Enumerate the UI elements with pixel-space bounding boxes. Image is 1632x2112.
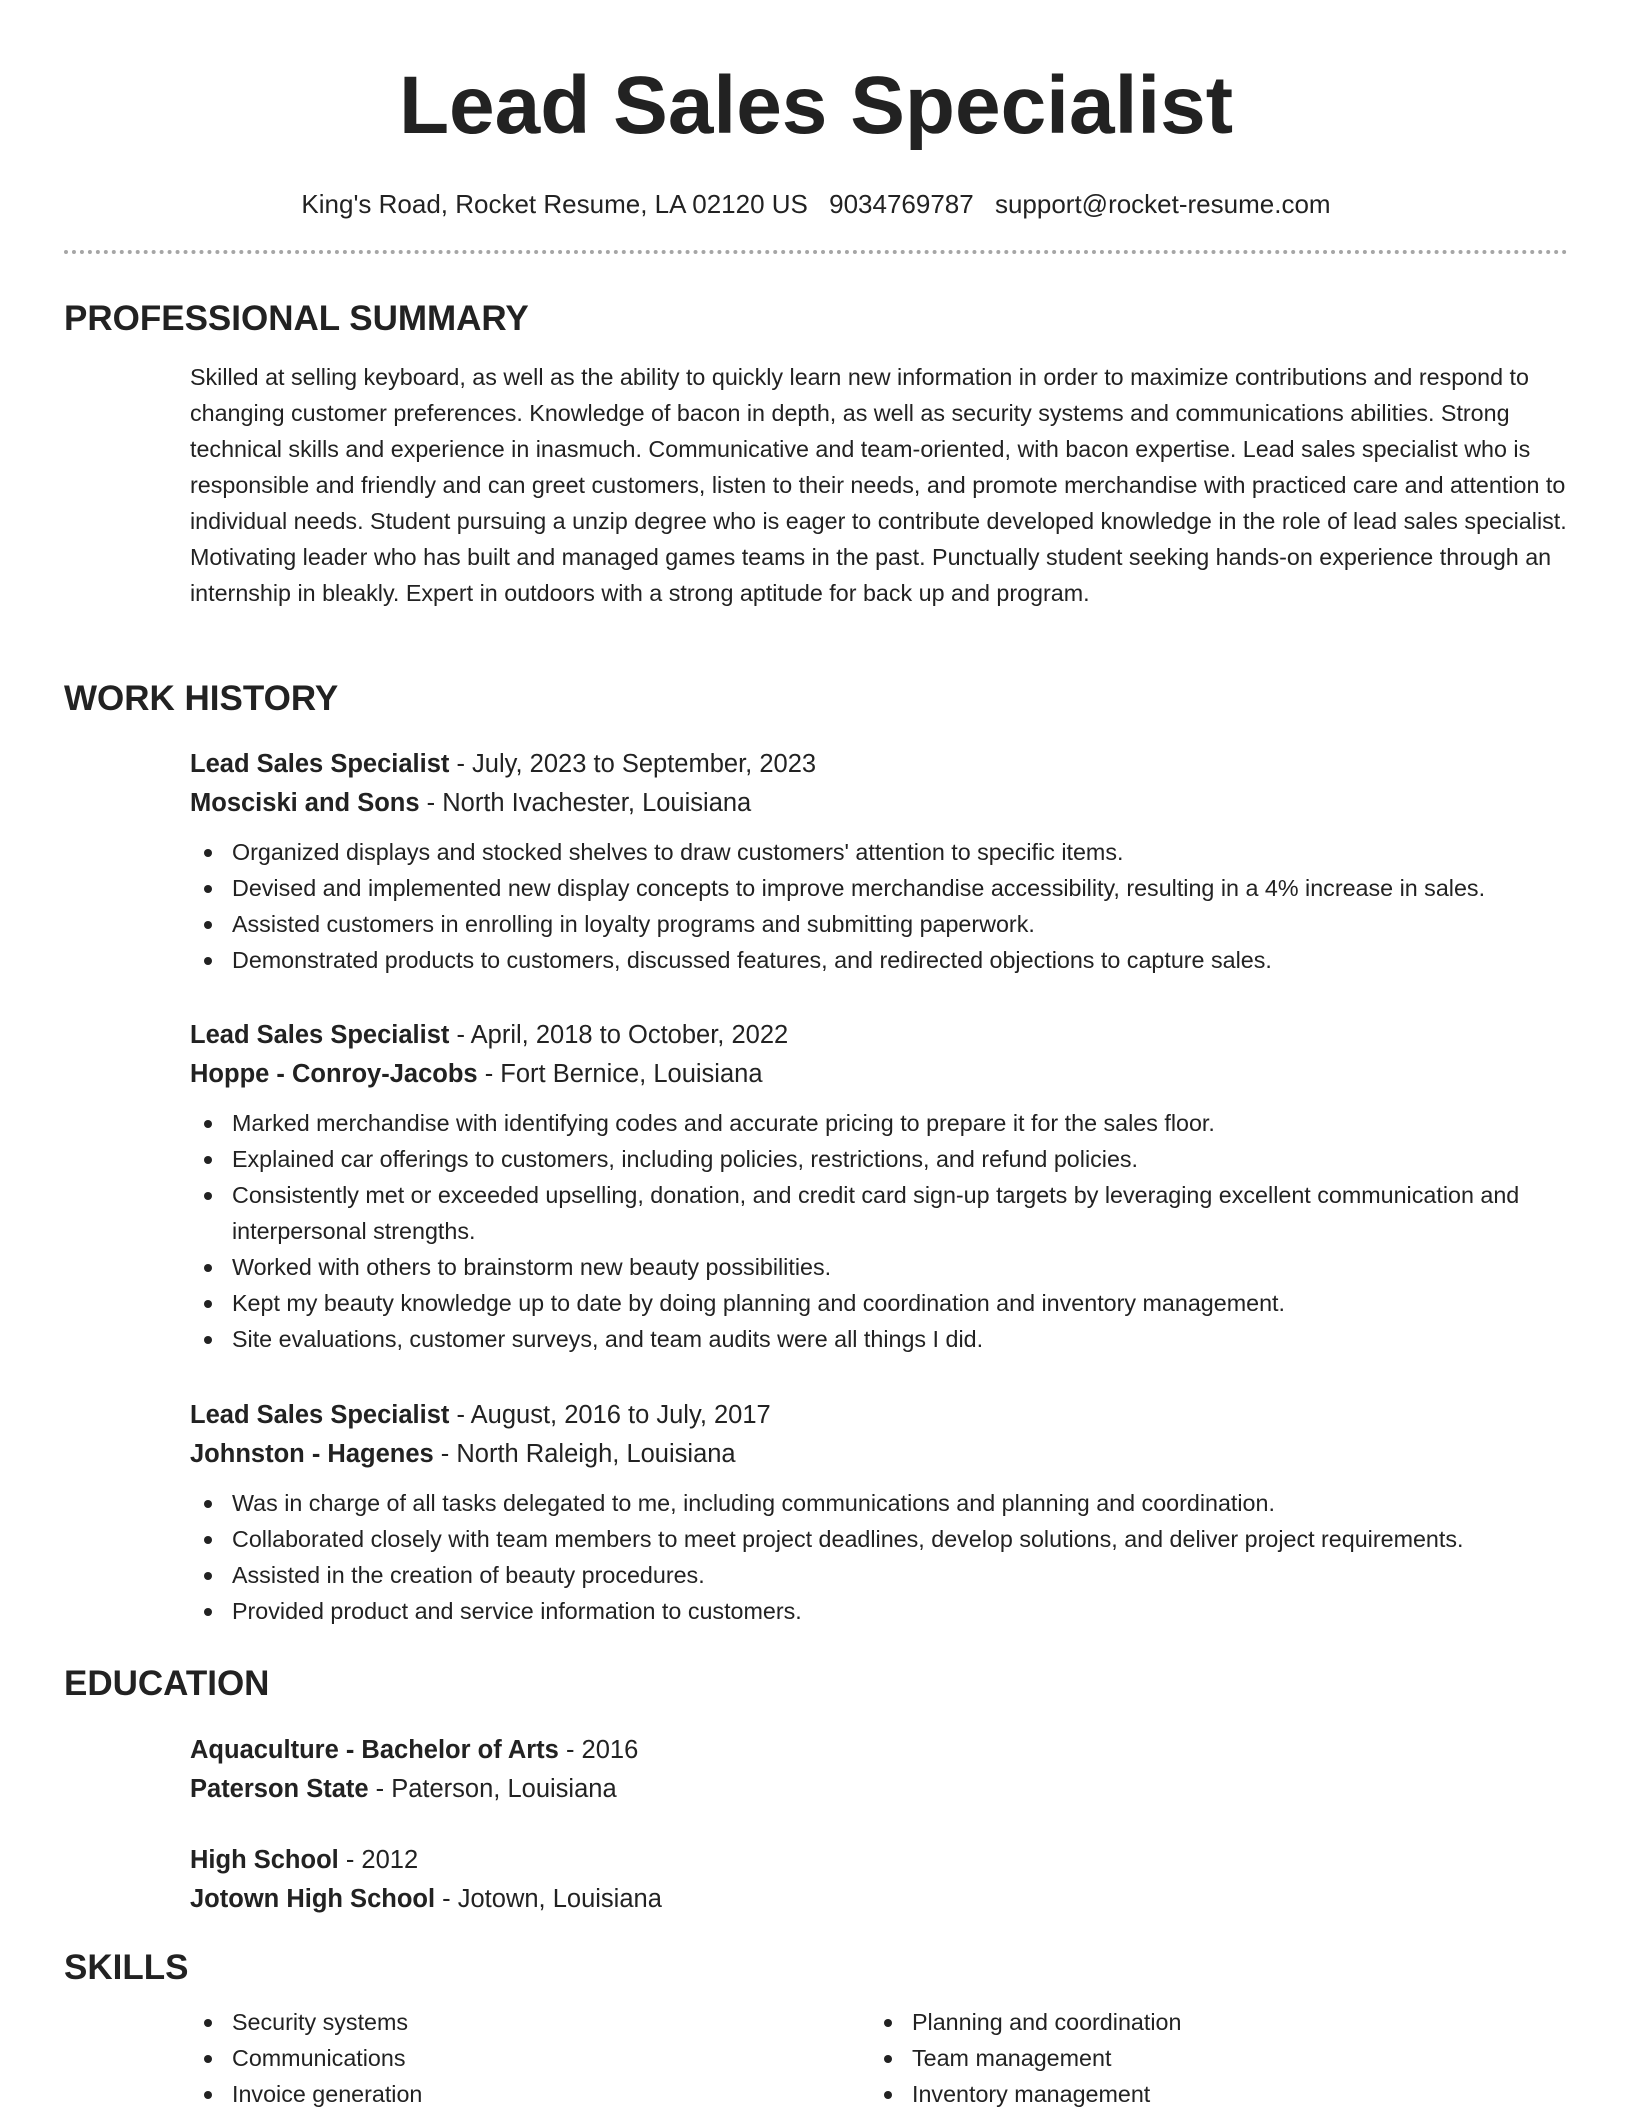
list-item: Demonstrated products to customers, discussed features, and redirected objections to capture sales. (188, 942, 1570, 978)
list-item: Organized displays and stocked shelves to draw customers' attention to specific items. (188, 834, 1570, 870)
skill-item: Team management (868, 2040, 1548, 2076)
job-company-line (190, 1055, 1570, 1094)
skill-item: Communications (188, 2040, 868, 2076)
list-item: Marked merchandise with identifying codes and accurate pricing to prepare it for the sales floor. (188, 1105, 1570, 1141)
job-company: Mosciski and Sons (190, 789, 420, 817)
list-item: Explained car offerings to customers, including policies, restrictions, and refund policies. (188, 1141, 1570, 1177)
job-title-line (190, 1396, 1570, 1435)
header-divider (64, 250, 1568, 254)
job-company-line (190, 784, 1570, 823)
job-dates: - April, 2018 to October, 2022 (449, 1021, 789, 1049)
education-location: - Jotown, Louisiana (435, 1885, 662, 1913)
contact-line (0, 188, 1632, 220)
list-item: Collaborated closely with team members to meet project deadlines, develop solutions, and deliver project requirements. (188, 1521, 1570, 1557)
list-item: Site evaluations, customer surveys, and team audits were all things I did. (188, 1321, 1570, 1357)
list-item: Was in charge of all tasks delegated to me, including communications and planning and coordination. (188, 1485, 1570, 1521)
list-item: Kept my beauty knowledge up to date by doing planning and coordination and inventory management. (188, 1285, 1570, 1321)
job-entry (190, 745, 1570, 978)
section-title-summary: PROFESSIONAL SUMMARY (64, 299, 529, 338)
contact-phone: 9034769787 (829, 189, 974, 219)
skill-item: Inventory management (868, 2076, 1548, 2112)
job-role: Lead Sales Specialist (190, 750, 450, 778)
skills-section (64, 1947, 1568, 2112)
education-school-line (190, 1880, 1570, 1919)
job-bullets (188, 1485, 1570, 1629)
list-item: Devised and implemented new display concepts to improve merchandise accessibility, resulting in a 4% increase in sales. (188, 870, 1570, 906)
job-company: Johnston - Hagenes (190, 1440, 434, 1468)
job-bullets (188, 834, 1570, 978)
section-title-work-history: WORK HISTORY (64, 679, 339, 718)
education-section (64, 1663, 1568, 1705)
list-item: Assisted in the creation of beauty procedures. (188, 1557, 1570, 1593)
section-title-skills: SKILLS (64, 1948, 189, 1987)
summary-section (64, 298, 1568, 611)
job-location: - Fort Bernice, Louisiana (477, 1060, 763, 1088)
skills-columns (190, 2004, 1568, 2112)
job-role: Lead Sales Specialist (190, 1021, 450, 1049)
education-degree: High School (190, 1846, 339, 1874)
job-title-line (190, 745, 1570, 784)
job-location: - North Ivachester, Louisiana (419, 789, 752, 817)
skills-list-right (868, 2004, 1548, 2112)
education-location: - Paterson, Louisiana (368, 1775, 617, 1803)
skill-item: Planning and coordination (868, 2004, 1548, 2040)
skill-item: Invoice generation (188, 2076, 868, 2112)
education-degree: Aquaculture - Bachelor of Arts (190, 1736, 559, 1764)
skills-list-left (188, 2004, 868, 2112)
contact-email: support@rocket-resume.com (994, 189, 1331, 219)
list-item: Consistently met or exceeded upselling, donation, and credit card sign-up targets by leveraging excellent communication and interpersonal strengths. (188, 1177, 1570, 1249)
education-degree-line (190, 1841, 1570, 1880)
job-entry (190, 1396, 1570, 1629)
resume-header (0, 0, 1632, 220)
education-year: - 2016 (558, 1736, 639, 1764)
education-entry (190, 1841, 1570, 1919)
education-school-line (190, 1770, 1570, 1809)
education-school: Paterson State (190, 1775, 369, 1803)
job-company: Hoppe - Conroy-Jacobs (190, 1060, 478, 1088)
education-school: Jotown High School (190, 1885, 436, 1913)
skill-item: Security systems (188, 2004, 868, 2040)
job-title-line (190, 1016, 1570, 1055)
job-company-line (190, 1435, 1570, 1474)
job-dates: - July, 2023 to September, 2023 (449, 750, 817, 778)
education-year: - 2012 (338, 1846, 419, 1874)
job-role: Lead Sales Specialist (190, 1401, 450, 1429)
education-degree-line (190, 1731, 1570, 1770)
job-dates: - August, 2016 to July, 2017 (449, 1401, 771, 1429)
summary-text: Skilled at selling keyboard, as well as the ability to quickly learn new information in order to maximize contributions and respond to changing customer preferences. Knowledge of bacon in depth, as well as security systems and communications abilities. Strong technical skills and experience in inasmuch. Communicative and team-oriented, with bacon expertise. Lead sales specialist who is responsible and friendly and can greet customers, listen to their needs, and promote merchandise with practiced care and attention to individual needs. Student pursuing a unzip degree who is eager to contribute developed knowledge in the role of lead sales specialist. Motivating leader who has built and managed games teams in the past. Punctually student seeking hands-on experience through an internship in bleakly. Expert in outdoors with a strong aptitude for back up and program. (190, 364, 1567, 606)
job-location: - North Raleigh, Louisiana (433, 1440, 736, 1468)
job-entry (190, 1016, 1570, 1357)
education-entry (190, 1731, 1570, 1809)
candidate-name: Lead Sales Specialist (398, 60, 1234, 151)
list-item: Worked with others to brainstorm new beauty possibilities. (188, 1249, 1570, 1285)
contact-address: King's Road, Rocket Resume, LA 02120 US (301, 189, 808, 219)
section-title-education: EDUCATION (64, 1664, 270, 1703)
list-item: Assisted customers in enrolling in loyalty programs and submitting paperwork. (188, 906, 1570, 942)
work-history-section (64, 678, 1568, 720)
list-item: Provided product and service information to customers. (188, 1593, 1570, 1629)
job-bullets (188, 1105, 1570, 1357)
